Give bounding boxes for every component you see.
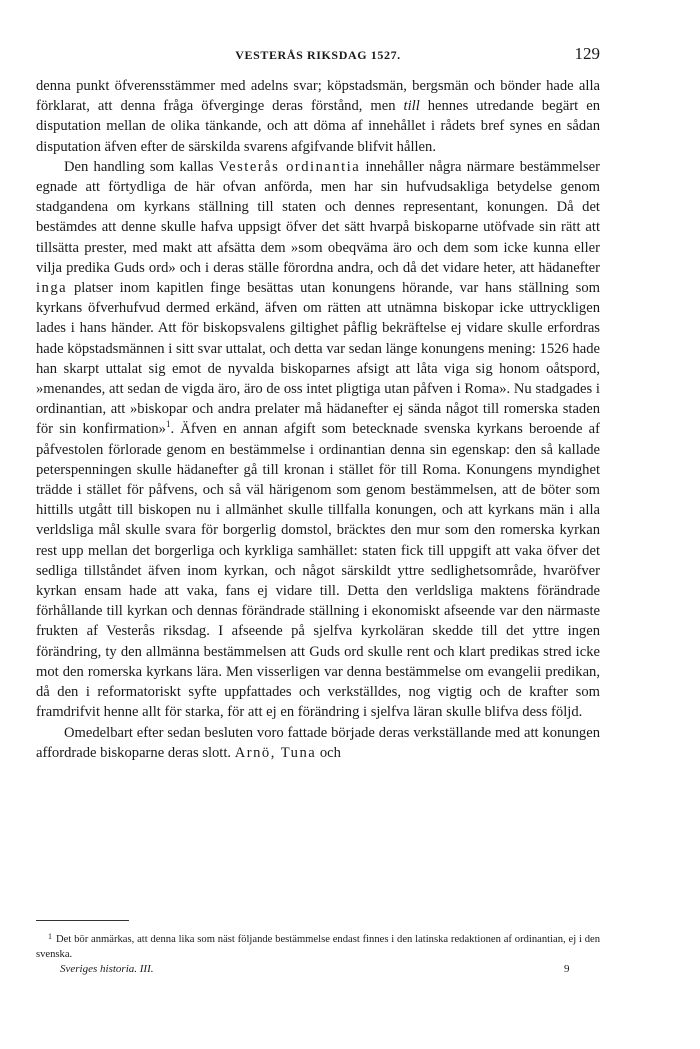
paragraph	[36, 723, 600, 763]
paragraph	[36, 76, 600, 157]
text-run: platser inom kapitlen finge besättas utan konungens hörande, var hans ställning som kyrkans öfverhufvud dermed erkänd, äfven om rätten att utnämna biskopar icke uttryckligen lades i hans händer. Att för biskopsvalens giltighet påflig bekräftelse ej vidare skulle erfordras hade köpstadsmännen i sitt svar uttalat, och detta var sedan länge konungens mening: 1526 hade han skarpt uttalat sig emot de nyvalda biskoparnes afsigt att låta viga sig honom oåtspord, »menandes, att sedan de vigda äro, äro de oss intet pligtiga utan påfven i Roma». Nu stadgades i ordinantian, att »biskopar och andra prelater må hädanefter ej sända något till romerska staden för sin konfirmation»	[36, 280, 600, 438]
text-run: hennes utredande begärt en disputation mellan de olika tänkande, och att döma af innehållet i rådets bref synes en sådan disputation äfven efter de särskilda svarens afgifvande blifvit hållen.	[36, 98, 600, 155]
page-header	[36, 44, 600, 68]
footnote	[36, 929, 600, 962]
text-run: Arnö, Tuna	[234, 744, 317, 761]
text-run: inga	[36, 280, 68, 297]
paragraph	[36, 157, 600, 723]
text-run: och	[316, 744, 341, 761]
text-run: Vesterås ordinantia	[218, 158, 361, 175]
footnote-divider	[36, 920, 129, 921]
signature-number: 9	[564, 963, 570, 975]
body-text	[36, 76, 600, 763]
text-run: Den handling som kallas	[64, 158, 219, 175]
text-run: Omedelbart efter sedan besluten voro fattade började deras verkställande med att konungen affordrade biskoparne deras slott.	[36, 724, 600, 761]
page-number: 129	[574, 44, 600, 63]
text-run: . Äfven en annan afgift som betecknade svenska kyrkans beroende af påfvestolen förlorade genom en bestämmelse i ordinantian denna sin egenskap: den så kallade peterspenningen skulle hädanefter gå till kronan i stället för till Roma. Konungens myndighet trädde i stället för påfvens, och så väl härigenom som genom bestämmelsen, att de böter som hittills utgått till biskopen nu i allmänhet skulle tillfalla konungen, och att kyrkans män i alla verldsliga mål skulle svara för borgerlig domstol, bräcktes den mur som den romerska kyrkan rest upp mellan det borgerliga och kyrkliga samhället: staten fick till uppgift att vaka öfver det sedliga tillståndet äfven inom kyrkan, och något särskildt yttre sedlighetsområde, hvaröfver kyrkan ensam hade att vaka, fans ej vidare till. Detta den verldsliga maktens förändrade förhållande till kyrkan och dennas förändrade ställning i ekonomiskt afseende var den närmaste frukten af Vesterås riksdag. I afseende på sjelfva kyrkoläran skedde till det yttre ingen förändring, ty den allmänna bestämmelsen att Guds ord skulle rent och klart predikas stred icke mot den romerska kyrkans lära. Men visserligen var denna bestämmelse om evangelii predikan, då den i reformatoriskt syfte uppfattades och verkställdes, nog vigtig och de krafter som framdrifvit henne allt för starka, för att ej en förändring i sjelfva läran skulle blifva dess följd.	[36, 421, 600, 721]
footnote-reference: 1	[165, 419, 171, 430]
running-title: VESTERÅS RIKSDAG 1527.	[235, 48, 401, 62]
text-run: till	[403, 98, 420, 115]
footnote-mark: 1	[48, 932, 52, 941]
signature-title: Sveriges historia. III.	[60, 963, 154, 975]
text-run: innehåller några närmare bestämmelser egnade att förtydliga de här ofvan anförda, men har sin hufvudsakliga betydelse genom stadgandena om kyrkans ställning till staten och dennes representant, konungen. Då det bestämdes att denne skulle hafva uppsigt öfver det sätt hvarpå biskoparne utöfvade sin rätt att tillsätta prester, med makt att afsätta dem »som obeqväma äro och dem som icke kunna eller vilja predika Guds ord» och i deras ställe förordna andra, och då det vidare heter, att hädanefter	[36, 158, 600, 276]
footnote-text: Det bör anmärkas, att denna lika som näst följande bestämmelse endast finnes i den latinska redaktionen af ordinantian, ej i den svenska.	[36, 934, 600, 960]
text-run: denna punkt öfverensstämmer med adelns svar; köpstadsmän, bergsmän och bönder hade alla förklarat, att denna fråga öfverginge deras förstånd, men	[36, 78, 600, 115]
printer-signature	[36, 963, 600, 979]
